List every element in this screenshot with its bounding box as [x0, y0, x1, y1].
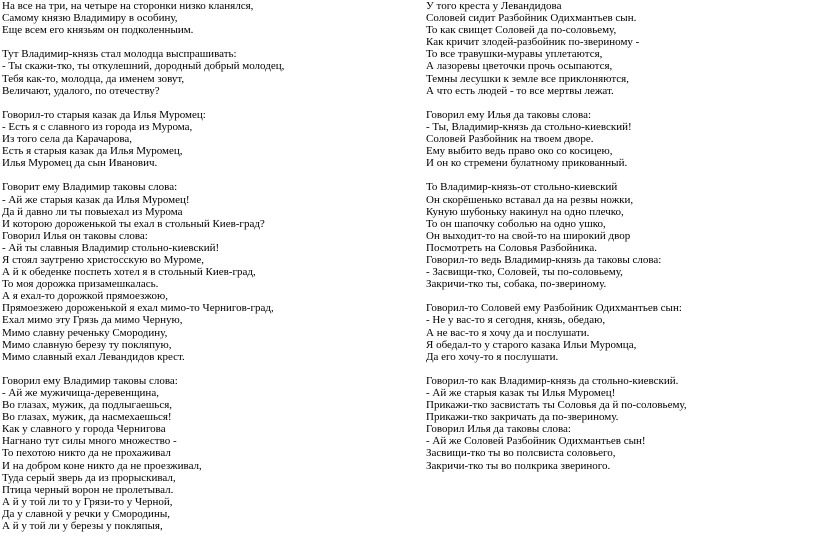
- text-line: На все на три, на четыре на сторонки низко кланялся,: [2, 0, 254, 12]
- text-line: Засвищи-тко ты во полсвиста соловьего,: [426, 447, 616, 460]
- right-text-column: [426, 0, 814, 484]
- left-text-column: [2, 0, 392, 544]
- text-line: Говорил ему Илья да таковы слова:: [426, 108, 592, 121]
- text-line: Соловей Разбойник на твоем дворе.: [426, 133, 594, 146]
- text-line: Говорил-то старыя казак да Илья Муромец:: [2, 108, 206, 121]
- stanza: [426, 109, 814, 169]
- text-line: Еще всем его князьям он подколенныим.: [2, 24, 194, 37]
- text-line: Говорил-то ведь Владимир-князь да таковы слова:: [426, 253, 662, 266]
- text-line: Прикажи-тко засвистать ты Соловья да й по-соловьему,: [426, 399, 687, 412]
- text-line: Я обедал-то у старого казака Ильи Муромца,: [426, 338, 637, 351]
- text-line: Он выходит-то на свой-то на широкий двор: [426, 229, 631, 242]
- text-line: Говорит ему Владимир таковы слова:: [2, 181, 178, 194]
- text-line: - Засвищи-тко, Соловей, ты по-соловьему,: [426, 266, 623, 279]
- text-line: Прямоезжею дороженькой я ехал мимо-то Чернигов-град,: [2, 302, 274, 315]
- text-line: А что есть людей - то все мертвы лежат.: [426, 84, 614, 97]
- text-line: Я стоял заутреню христосскую во Муроме,: [2, 253, 204, 266]
- text-line: Во глазах, мужик, да подлыгаешься,: [2, 399, 173, 412]
- text-line: Да у славной у речки у Смородины,: [2, 507, 170, 520]
- text-line: А я ехал-то дорожкой прямоезжою,: [2, 290, 168, 303]
- text-line: Говорил Илья да таковы слова:: [426, 423, 571, 436]
- text-line: - Ты скажи-тко, ты откулешний, дородный добрый молодец,: [2, 60, 285, 73]
- text-line: Мимо славну реченьку Смородину,: [2, 326, 168, 339]
- text-line: А й к обеденке поспеть хотел я в стольный Киев-град,: [2, 266, 256, 279]
- text-line: Илья Муромец да сын Иванович.: [2, 157, 158, 170]
- text-line: Туда серый зверь да из прорыскивал,: [2, 471, 176, 484]
- text-line: И на добром коне никто да не проезживал,: [2, 459, 202, 472]
- text-line: - Ай же мужичища-деревенщина,: [2, 387, 159, 399]
- text-line: - Ай ты славныя Владимир стольно-киевский!: [2, 241, 220, 254]
- text-line: Как у славного у города Чернигова: [2, 423, 166, 436]
- text-line: Ему выбито ведь право око со косицею,: [426, 145, 613, 158]
- text-line: Да й давно ли ты повыехал из Мурома: [2, 205, 183, 218]
- text-line: Есть я старыя казак да Илья Муромец,: [2, 145, 183, 158]
- text-line: Величают, удалого, по отечеству?: [2, 84, 160, 97]
- text-line: Куную шубоньку накинул на одно плечко,: [426, 205, 624, 218]
- text-line: Говорил Илья он таковы слова:: [2, 229, 148, 242]
- text-line: Посмотреть на Соловья Разбойника.: [426, 241, 597, 254]
- text-line: - Не у вас-то я сегодня, князь, обедаю,: [426, 314, 606, 327]
- text-line: Птица черный ворон не пролетывал.: [2, 483, 174, 496]
- text-line: Тебя как-то, молодца, да именем зовут,: [2, 72, 185, 85]
- text-line: У того креста у Левандидова: [426, 0, 562, 12]
- text-line: А й у той ли у березы у покляпыя,: [2, 520, 163, 533]
- text-line: Мимо славную березу ту покляпую,: [2, 338, 172, 351]
- text-line: То все травушки-муравы уплетаются,: [426, 48, 603, 61]
- stanza: [2, 48, 392, 96]
- text-line: Тут Владимир-князь стал молодца выспрашивать:: [2, 48, 237, 61]
- text-line: - Ай же старыя казак ты Илья Муромец!: [426, 387, 616, 399]
- stanza: [2, 181, 392, 362]
- text-line: Закричи-тко ты, собака, по-звериному.: [426, 278, 607, 291]
- text-line: Говорил-то как Владимир-князь да стольно-киевский.: [426, 374, 679, 387]
- text-line: То он шапочку соболью на одно ушко,: [426, 217, 606, 230]
- text-line: Ехал мимо эту Грязь да мимо Черную,: [2, 314, 183, 327]
- text-line: Говорил-то Соловей ему Разбойник Одихмантьев сын:: [426, 302, 682, 315]
- stanza: [426, 0, 814, 97]
- text-line: Да его хочу-то я послушати.: [426, 350, 559, 363]
- text-line: - Ай же старыя казак да Илья Муромец!: [2, 193, 190, 206]
- stanza: [2, 375, 392, 532]
- text-line: Он скорёшенько вставал да на резвы ножки,: [426, 193, 634, 206]
- stanza: [426, 302, 814, 362]
- stanza: [2, 109, 392, 169]
- text-line: Закричи-тко ты во полкрика звериного.: [426, 459, 611, 472]
- text-line: Прикажи-тко закричать да по-звериному.: [426, 411, 619, 424]
- text-line: То как свищет Соловей да по-соловьему,: [426, 24, 617, 37]
- text-line: Нагнано тут силы много множество -: [2, 435, 177, 448]
- text-line: - Ты, Владимир-князь да стольно-киевский!: [426, 120, 632, 133]
- text-line: Говорил ему Владимир таковы слова:: [2, 374, 178, 387]
- text-line: И он ко стремени булатному прикованный.: [426, 157, 628, 170]
- text-line: А й у той ли то у Грязи-то у Черной,: [2, 495, 173, 508]
- stanza: [426, 181, 814, 290]
- stanza: [426, 375, 814, 472]
- text-line: Как кричит злодей-разбойник по-звериному -: [426, 36, 640, 49]
- text-line: То пехотою никто да не прохаживал: [2, 447, 171, 460]
- text-line: То Владимир-князь-от стольно-киевский: [426, 181, 618, 194]
- text-line: И которою дороженькой ты ехал в стольный Киев-град?: [2, 217, 265, 230]
- text-line: Самому князю Владимиру в особину,: [2, 12, 178, 25]
- text-line: Из того села да Карачарова,: [2, 133, 133, 146]
- text-line: То моя дорожка призамешкалась.: [2, 278, 159, 291]
- stanza: [2, 0, 392, 36]
- text-line: Мимо славный ехал Левандидов крест.: [2, 350, 185, 363]
- text-line: - Есть я с славного из города из Мурома,: [2, 120, 193, 133]
- text-line: - Ай же Соловей Разбойник Одихмантьев сын!: [426, 435, 646, 448]
- text-line: Темны лесушки к земле все приклоняются,: [426, 72, 629, 85]
- text-line: А лазоревы цветочки прочь осыпаются,: [426, 60, 613, 73]
- text-line: Во глазах, мужик, да насмехаешься!: [2, 411, 172, 424]
- text-line: Соловей сидит Разбойник Одихмантьев сын.: [426, 12, 637, 25]
- text-line: А не вас-то я хочу да и послушати.: [426, 326, 590, 339]
